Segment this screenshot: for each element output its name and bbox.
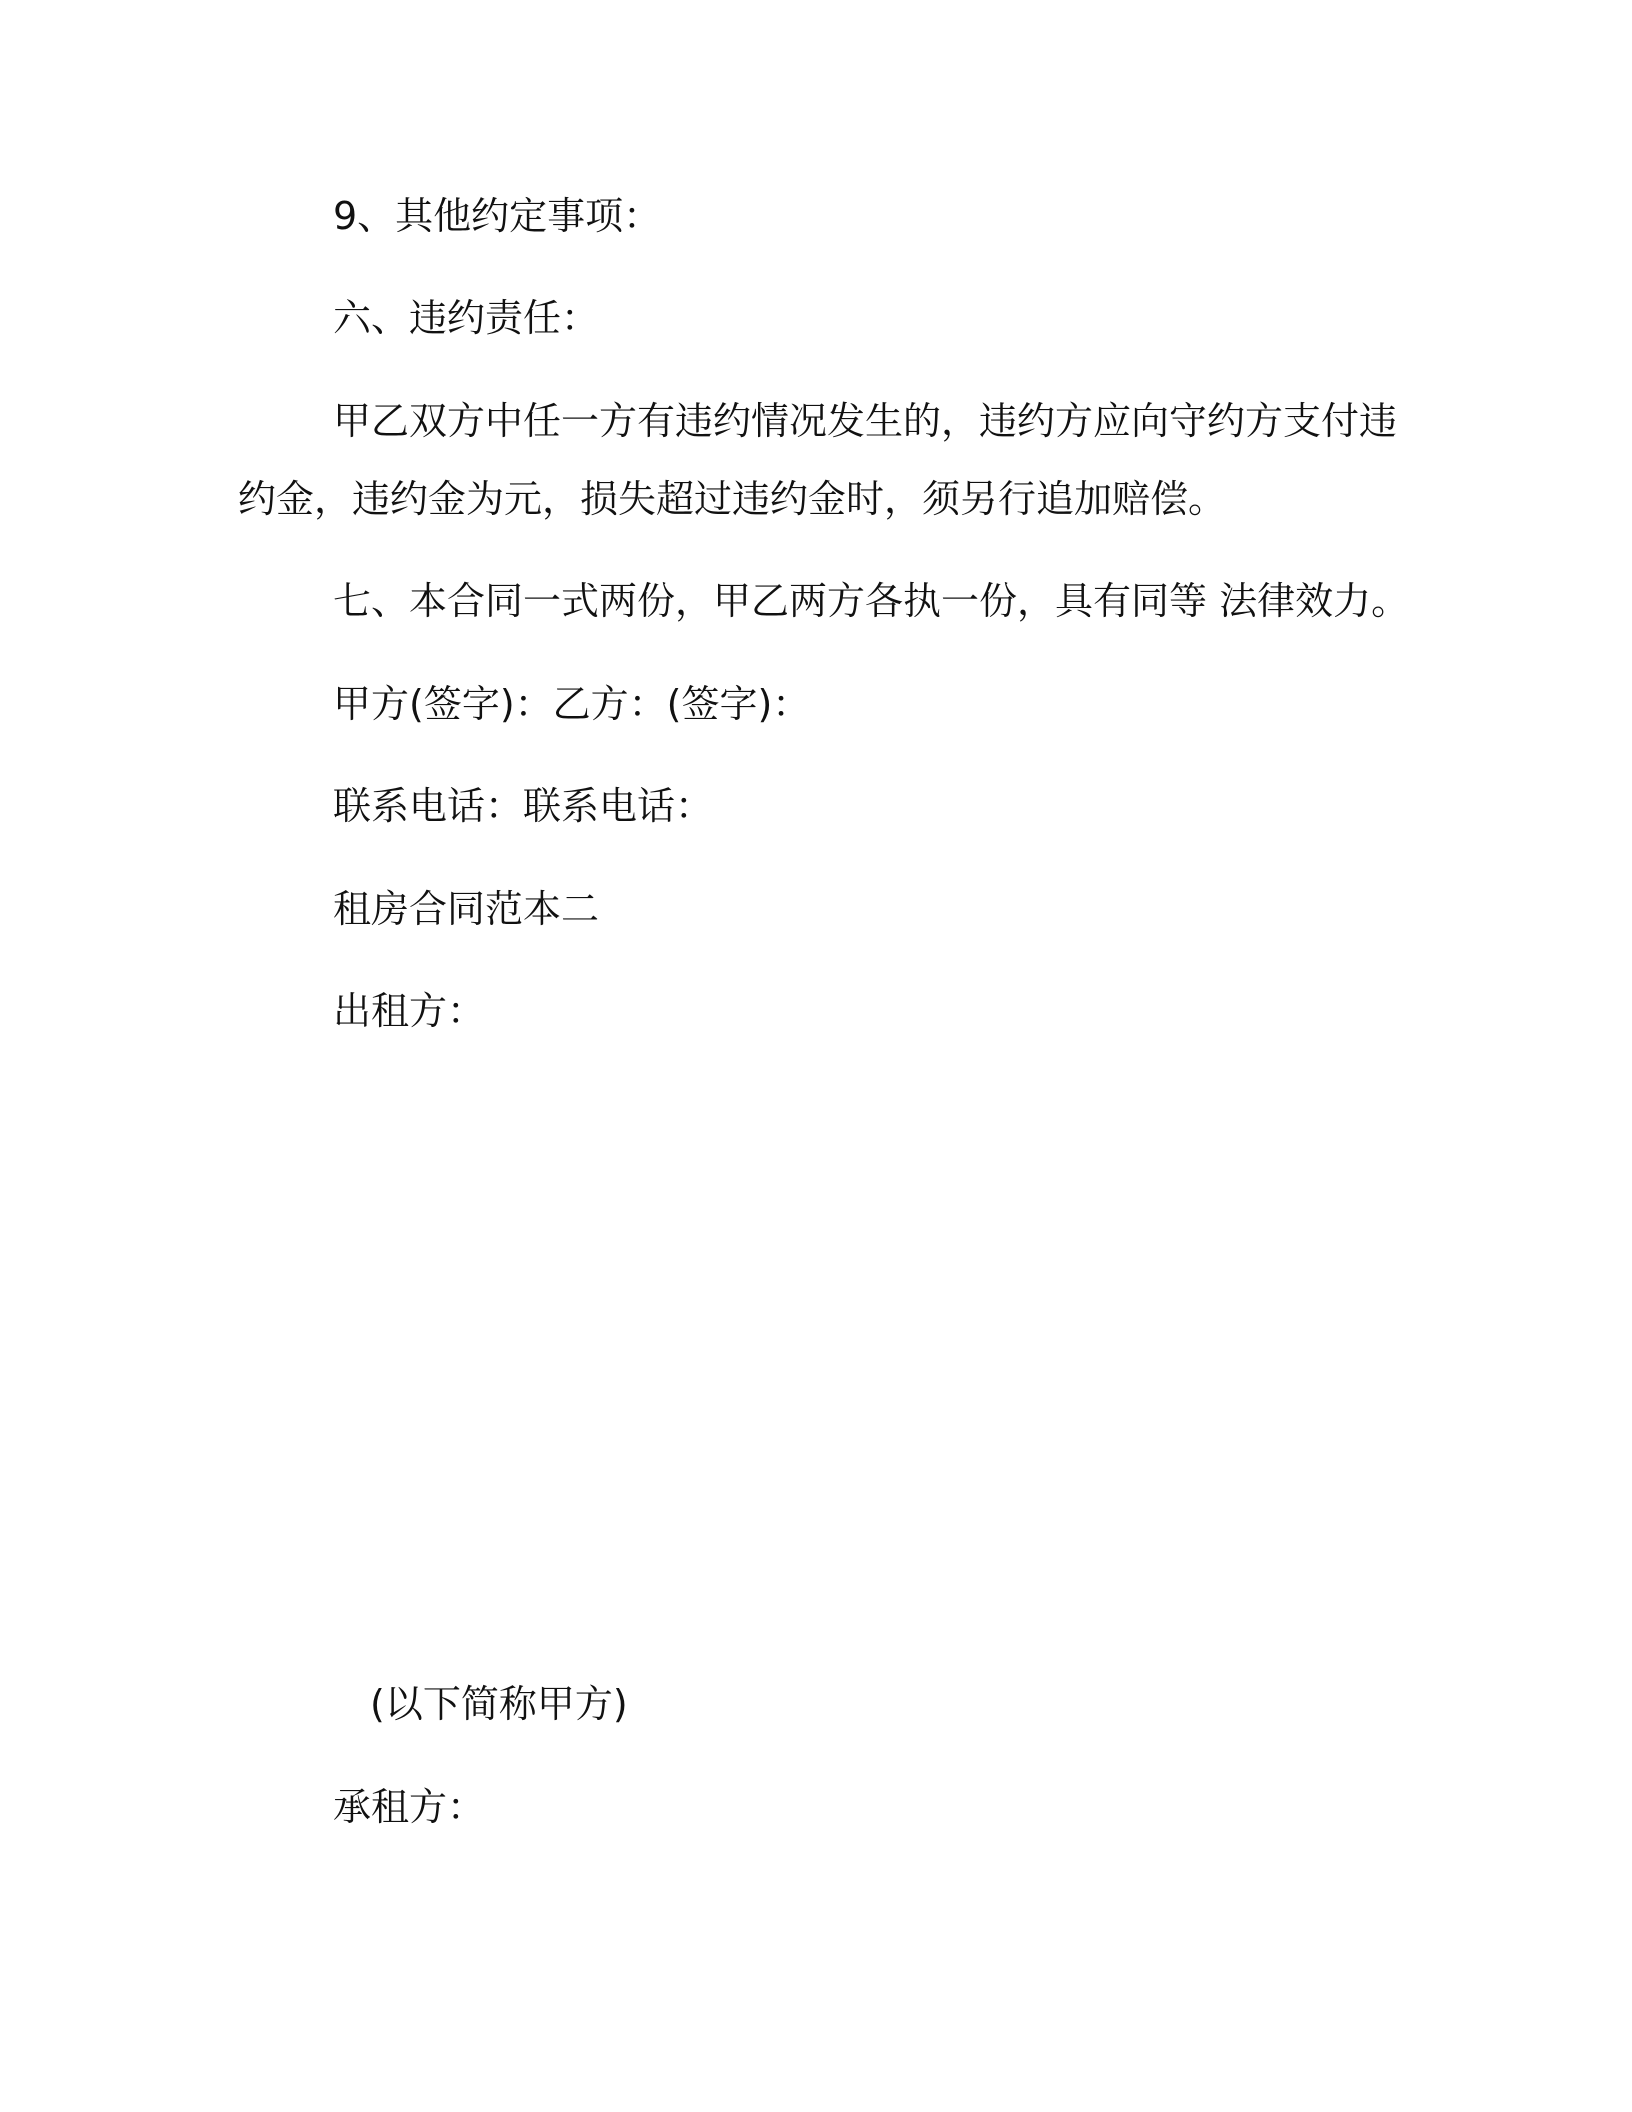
lessor-label: 出租方： bbox=[333, 989, 486, 1033]
section-7-paragraph: 七、本合同一式两份，甲乙两方各执一份，具有同等 法律效力。 bbox=[333, 579, 1410, 623]
signature-line: 甲方(签字)：乙方：(签字)： bbox=[333, 682, 811, 726]
contract-template-2-title: 租房合同范本二 bbox=[333, 887, 600, 931]
lessee-label: 承租方： bbox=[333, 1785, 486, 1829]
clause-9-other-terms: 9、其他约定事项： bbox=[333, 194, 662, 238]
breach-paragraph-line-1: 甲乙双方中任一方有违约情况发生的，违约方应向守约方支付违 bbox=[333, 399, 1398, 443]
breach-paragraph-line-2: 约金，违约金为元，损失超过违约金时，须另行追加赔偿。 bbox=[238, 477, 1227, 521]
section-6-heading: 六、违约责任： bbox=[333, 296, 600, 340]
contact-phone-line: 联系电话：联系电话： bbox=[333, 784, 714, 828]
party-a-alias: (以下简称甲方) bbox=[370, 1682, 628, 1726]
